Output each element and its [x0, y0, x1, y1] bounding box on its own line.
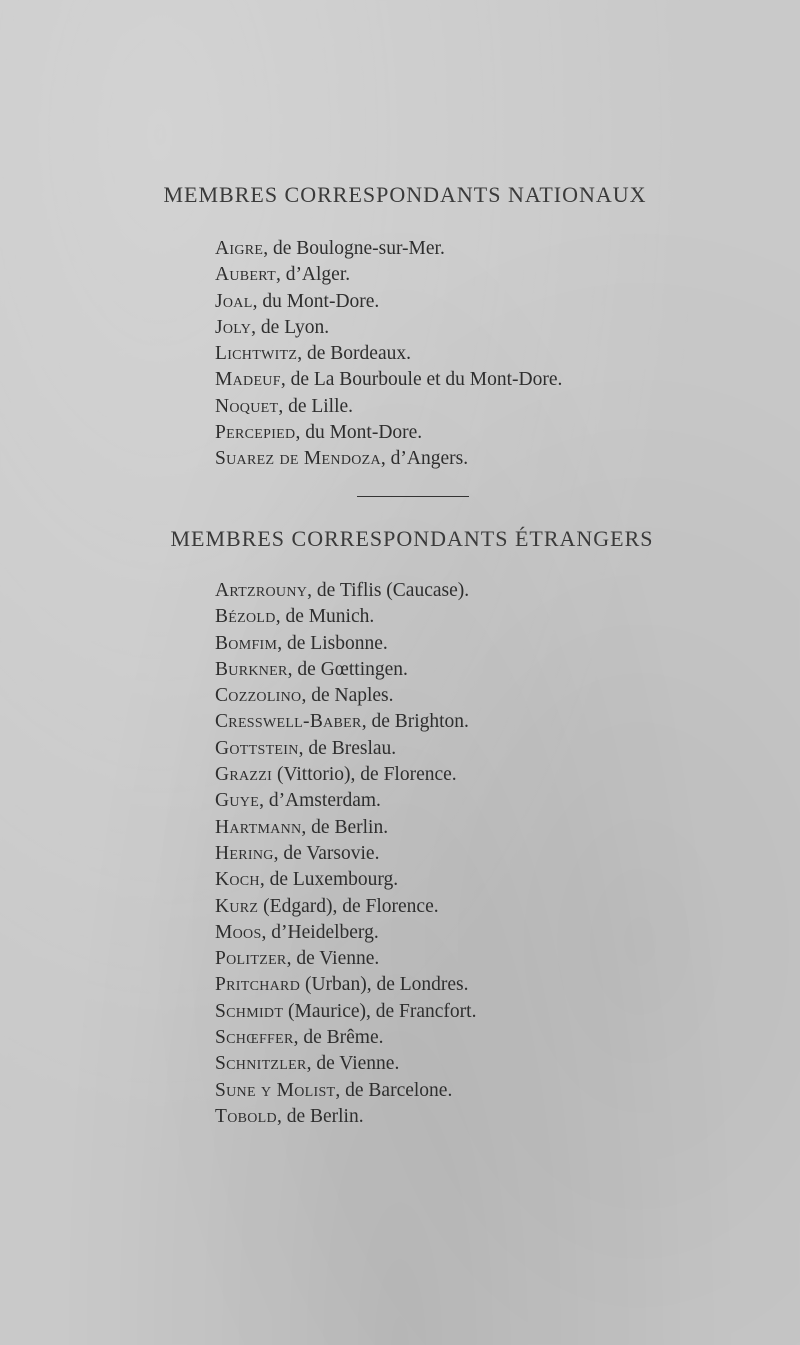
list-item	[215, 867, 476, 893]
member-location: , de Berlin.	[301, 816, 389, 838]
member-location: , de Breslau.	[298, 737, 397, 759]
member-location: , de Munich.	[275, 606, 375, 628]
member-location: , de Tiflis (Caucase).	[307, 580, 470, 601]
list-item	[215, 788, 476, 814]
member-location: , d’Amsterdam.	[259, 790, 381, 812]
member-location: , de Boulogne-sur-Mer.	[263, 238, 445, 259]
member-location: , de Naples.	[301, 685, 394, 707]
member-name: Joal	[215, 290, 253, 312]
member-name: Cozzolino	[215, 685, 302, 707]
section-title-national: MEMBRES CORRESPONDANTS NATIONAUX	[163, 182, 647, 207]
list-item	[215, 367, 562, 393]
member-location: , de La Bourboule et du Mont-Dore.	[280, 369, 563, 391]
member-location: , de Vienne.	[286, 948, 380, 970]
member-location: , de Berlin.	[276, 1105, 364, 1127]
member-name: Gottstein	[215, 737, 299, 759]
member-location: , de Lyon.	[251, 316, 330, 338]
member-name: Noquet	[215, 395, 279, 417]
list-item	[215, 289, 562, 315]
member-name: Guye	[215, 790, 260, 812]
list-item	[215, 657, 476, 683]
list-item	[215, 736, 476, 762]
member-location: , de Barcelone.	[335, 1079, 453, 1101]
list-item	[215, 1078, 476, 1104]
member-location: (Maurice), de Francfort.	[283, 1000, 477, 1022]
member-name: Koch	[215, 869, 260, 891]
list-item	[215, 1104, 476, 1130]
list-item	[215, 420, 562, 446]
member-location: , de Bordeaux.	[297, 343, 411, 365]
list-item	[215, 815, 476, 841]
member-name: Schmidt	[215, 1000, 284, 1022]
list-item	[215, 972, 476, 998]
list-item	[215, 315, 562, 341]
list-item	[215, 946, 476, 972]
list-item	[215, 236, 562, 262]
list-item	[215, 709, 476, 735]
list-item	[215, 631, 476, 657]
member-location: , de Lille.	[278, 395, 354, 417]
list-item	[215, 394, 562, 420]
member-location: , de Brême.	[293, 1027, 384, 1049]
section-divider	[357, 496, 469, 497]
member-location: , du Mont-Dore.	[295, 422, 423, 444]
list-item	[215, 578, 476, 604]
member-name: Moos	[215, 921, 262, 943]
member-name: Kurz	[215, 895, 259, 917]
member-name: Aigre	[215, 238, 264, 259]
member-location: , de Brighton.	[361, 711, 469, 733]
list-item	[215, 920, 476, 946]
member-location: , de Luxembourg.	[259, 869, 399, 891]
member-list-etrangers	[215, 578, 476, 1130]
member-name: Schœffer	[215, 1027, 294, 1049]
member-location: , de Lisbonne.	[277, 632, 388, 654]
member-name: Pritchard	[215, 974, 301, 996]
list-item	[215, 683, 476, 709]
member-location: , de Gœttingen.	[287, 658, 408, 680]
member-name: Joly	[215, 316, 252, 338]
list-item	[215, 1051, 476, 1077]
member-name: Percepied	[215, 422, 296, 444]
member-location: , d’Angers.	[380, 448, 469, 470]
list-item	[215, 999, 476, 1025]
member-location: (Vittorio), de Florence.	[272, 764, 457, 786]
list-item	[215, 604, 476, 630]
member-name: Politzer	[215, 948, 287, 970]
member-name: Bomfim	[215, 632, 278, 654]
member-location: , d’Heidelberg.	[261, 921, 379, 943]
list-item	[215, 762, 476, 788]
member-name: Tobold	[215, 1105, 277, 1127]
member-name: Sune y Molist	[215, 1079, 336, 1101]
member-name: Hartmann	[215, 816, 302, 838]
list-item	[215, 262, 562, 288]
member-name: Madeuf	[215, 369, 281, 391]
member-name: Artzrouny	[215, 580, 308, 601]
member-name: Bézold	[215, 606, 276, 628]
member-name: Aubert	[215, 264, 276, 286]
member-location: , de Varsovie.	[273, 842, 380, 864]
section-title-etrangers: MEMBRES CORRESPONDANTS ÉTRANGERS	[170, 526, 654, 551]
member-name: Schnitzler	[215, 1053, 307, 1075]
member-name: Grazzi	[215, 764, 273, 786]
list-item	[215, 446, 562, 472]
member-name: Lichtwitz	[215, 343, 298, 365]
member-location: (Edgard), de Florence.	[258, 895, 439, 917]
member-list-national	[215, 236, 562, 473]
member-name: Burkner	[215, 658, 288, 680]
member-location: , d’Alger.	[275, 264, 351, 286]
member-name: Suarez de Mendoza	[215, 448, 381, 470]
list-item	[215, 1025, 476, 1051]
member-location: , du Mont-Dore.	[252, 290, 380, 312]
member-location: (Urban), de Londres.	[300, 974, 469, 996]
list-item	[215, 894, 476, 920]
list-item	[215, 341, 562, 367]
member-location: , de Vienne.	[306, 1053, 400, 1075]
list-item	[215, 841, 476, 867]
member-name: Cresswell-Baber	[215, 711, 362, 733]
member-name: Hering	[215, 842, 274, 864]
